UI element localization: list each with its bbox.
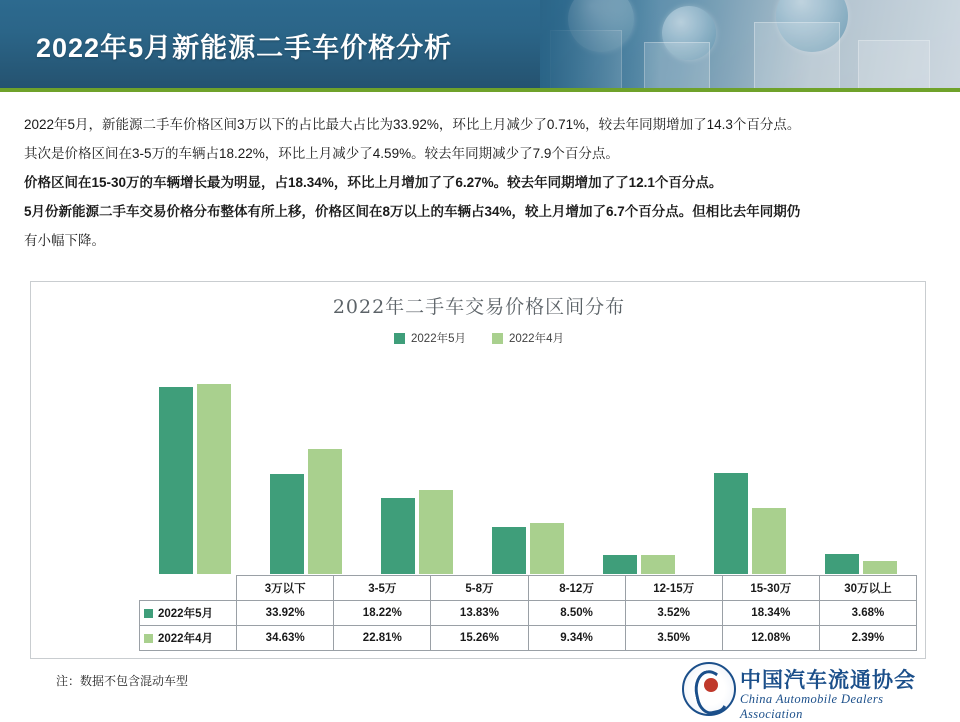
bar-group [139, 354, 250, 574]
bar-series-1 [714, 473, 748, 574]
legend-swatch [394, 333, 405, 344]
table-row [140, 626, 917, 651]
bar-series-2 [863, 561, 897, 574]
logo-english-name: China Automobile Dealers Association [740, 692, 884, 721]
bar-series-1 [381, 498, 415, 574]
page-title: 2022年5月新能源二手车价格分析 [36, 33, 453, 63]
header-accent-rule [0, 88, 960, 92]
series-name: 2022年5月 [158, 608, 213, 620]
table-column-header: 3万以下 [237, 576, 334, 601]
logo-chinese-name: 中国汽车流通协会 [740, 668, 916, 692]
table-cell: 3.68% [819, 601, 916, 626]
cube-shape [754, 22, 840, 92]
chart-category-column [139, 354, 250, 574]
bar-series-1 [825, 554, 859, 574]
table-row [140, 576, 917, 601]
table-cell: 18.34% [722, 601, 819, 626]
bar-group [250, 354, 361, 574]
bar-group [361, 354, 472, 574]
chart-data-table [139, 575, 917, 651]
chart-category-column [361, 354, 472, 574]
bar-series-2 [308, 449, 342, 574]
legend-item-series-1 [394, 330, 466, 346]
table-column-header: 30万以上 [819, 576, 916, 601]
table-cell: 18.22% [334, 601, 431, 626]
cube-shape [550, 30, 622, 92]
bar-series-1 [270, 474, 304, 574]
header-decorative-photo [540, 0, 960, 92]
cube-shape [858, 40, 930, 92]
bar-series-1 [603, 555, 637, 574]
table-corner-cell [140, 576, 237, 601]
bar-group [695, 354, 806, 574]
legend-swatch [492, 333, 503, 344]
bar-group [806, 354, 917, 574]
bar-series-1 [159, 387, 193, 574]
legend-item-series-2 [492, 330, 564, 346]
table-column-header: 3-5万 [334, 576, 431, 601]
bar-series-2 [197, 384, 231, 574]
table-cell: 3.52% [625, 601, 722, 626]
table-cell: 15.26% [431, 626, 528, 651]
chart-panel [30, 281, 926, 659]
table-cell: 8.50% [528, 601, 625, 626]
paragraph: 有小幅下降。 [24, 233, 105, 248]
table-cell: 13.83% [431, 601, 528, 626]
chart-category-column [472, 354, 583, 574]
chart-legend [31, 330, 927, 346]
cada-emblem-icon [682, 662, 736, 716]
chart-category-column [806, 354, 917, 574]
paragraph: 5月份新能源二手车交易价格分布整体有所上移，价格区间在8万以上的车辆占34%，较上月增加了6.7个百分点。但相比去年同期仍 [24, 204, 801, 219]
table-cell: 3.50% [625, 626, 722, 651]
chart-category-column [695, 354, 806, 574]
series-swatch [144, 634, 153, 643]
footnote: 注：数据不包含混动车型 [56, 674, 189, 688]
table-cell: 2.39% [819, 626, 916, 651]
globe-icon [568, 0, 634, 52]
table-row-header [140, 626, 237, 651]
paragraph: 2022年5月，新能源二手车价格区间3万以下的占比最大占比为33.92%，环比上月减少了0.71%，较去年同期增加了14.3个百分点。 [24, 117, 801, 132]
paragraph: 其次是价格区间在3-5万的车辆占18.22%，环比上月减少了4.59%。较去年同期减少了7.9个百分点。 [24, 146, 619, 161]
paragraph: 价格区间在15-30万的车辆增长最为明显，占18.34%，环比上月增加了了6.27%。较去年同期增加了了12.1个百分点。 [24, 175, 723, 190]
bar-series-2 [419, 490, 453, 574]
table-row-header [140, 601, 237, 626]
table-cell: 34.63% [237, 626, 334, 651]
table-row [140, 601, 917, 626]
table-cell: 12.08% [722, 626, 819, 651]
organization-logo [682, 660, 942, 721]
bar-series-2 [530, 523, 564, 574]
series-swatch [144, 609, 153, 618]
bar-series-2 [752, 508, 786, 574]
table-column-header: 12-15万 [625, 576, 722, 601]
table-column-header: 15-30万 [722, 576, 819, 601]
bar-group [584, 354, 695, 574]
analysis-text-block [24, 112, 936, 257]
chart-title: 2022年二手车交易价格区间分布 [332, 296, 626, 318]
table-column-header: 8-12万 [528, 576, 625, 601]
table-column-header: 5-8万 [431, 576, 528, 601]
table-cell: 22.81% [334, 626, 431, 651]
chart-category-column [584, 354, 695, 574]
chart-plot-area [139, 354, 917, 574]
cube-shape [644, 42, 710, 92]
table-cell: 9.34% [528, 626, 625, 651]
series-name: 2022年4月 [158, 633, 213, 645]
bar-series-2 [641, 555, 675, 574]
bar-group [472, 354, 583, 574]
bar-series-1 [492, 527, 526, 574]
table-cell: 33.92% [237, 601, 334, 626]
chart-category-column [250, 354, 361, 574]
legend-label: 2022年5月 [411, 333, 466, 345]
legend-label: 2022年4月 [509, 333, 564, 345]
